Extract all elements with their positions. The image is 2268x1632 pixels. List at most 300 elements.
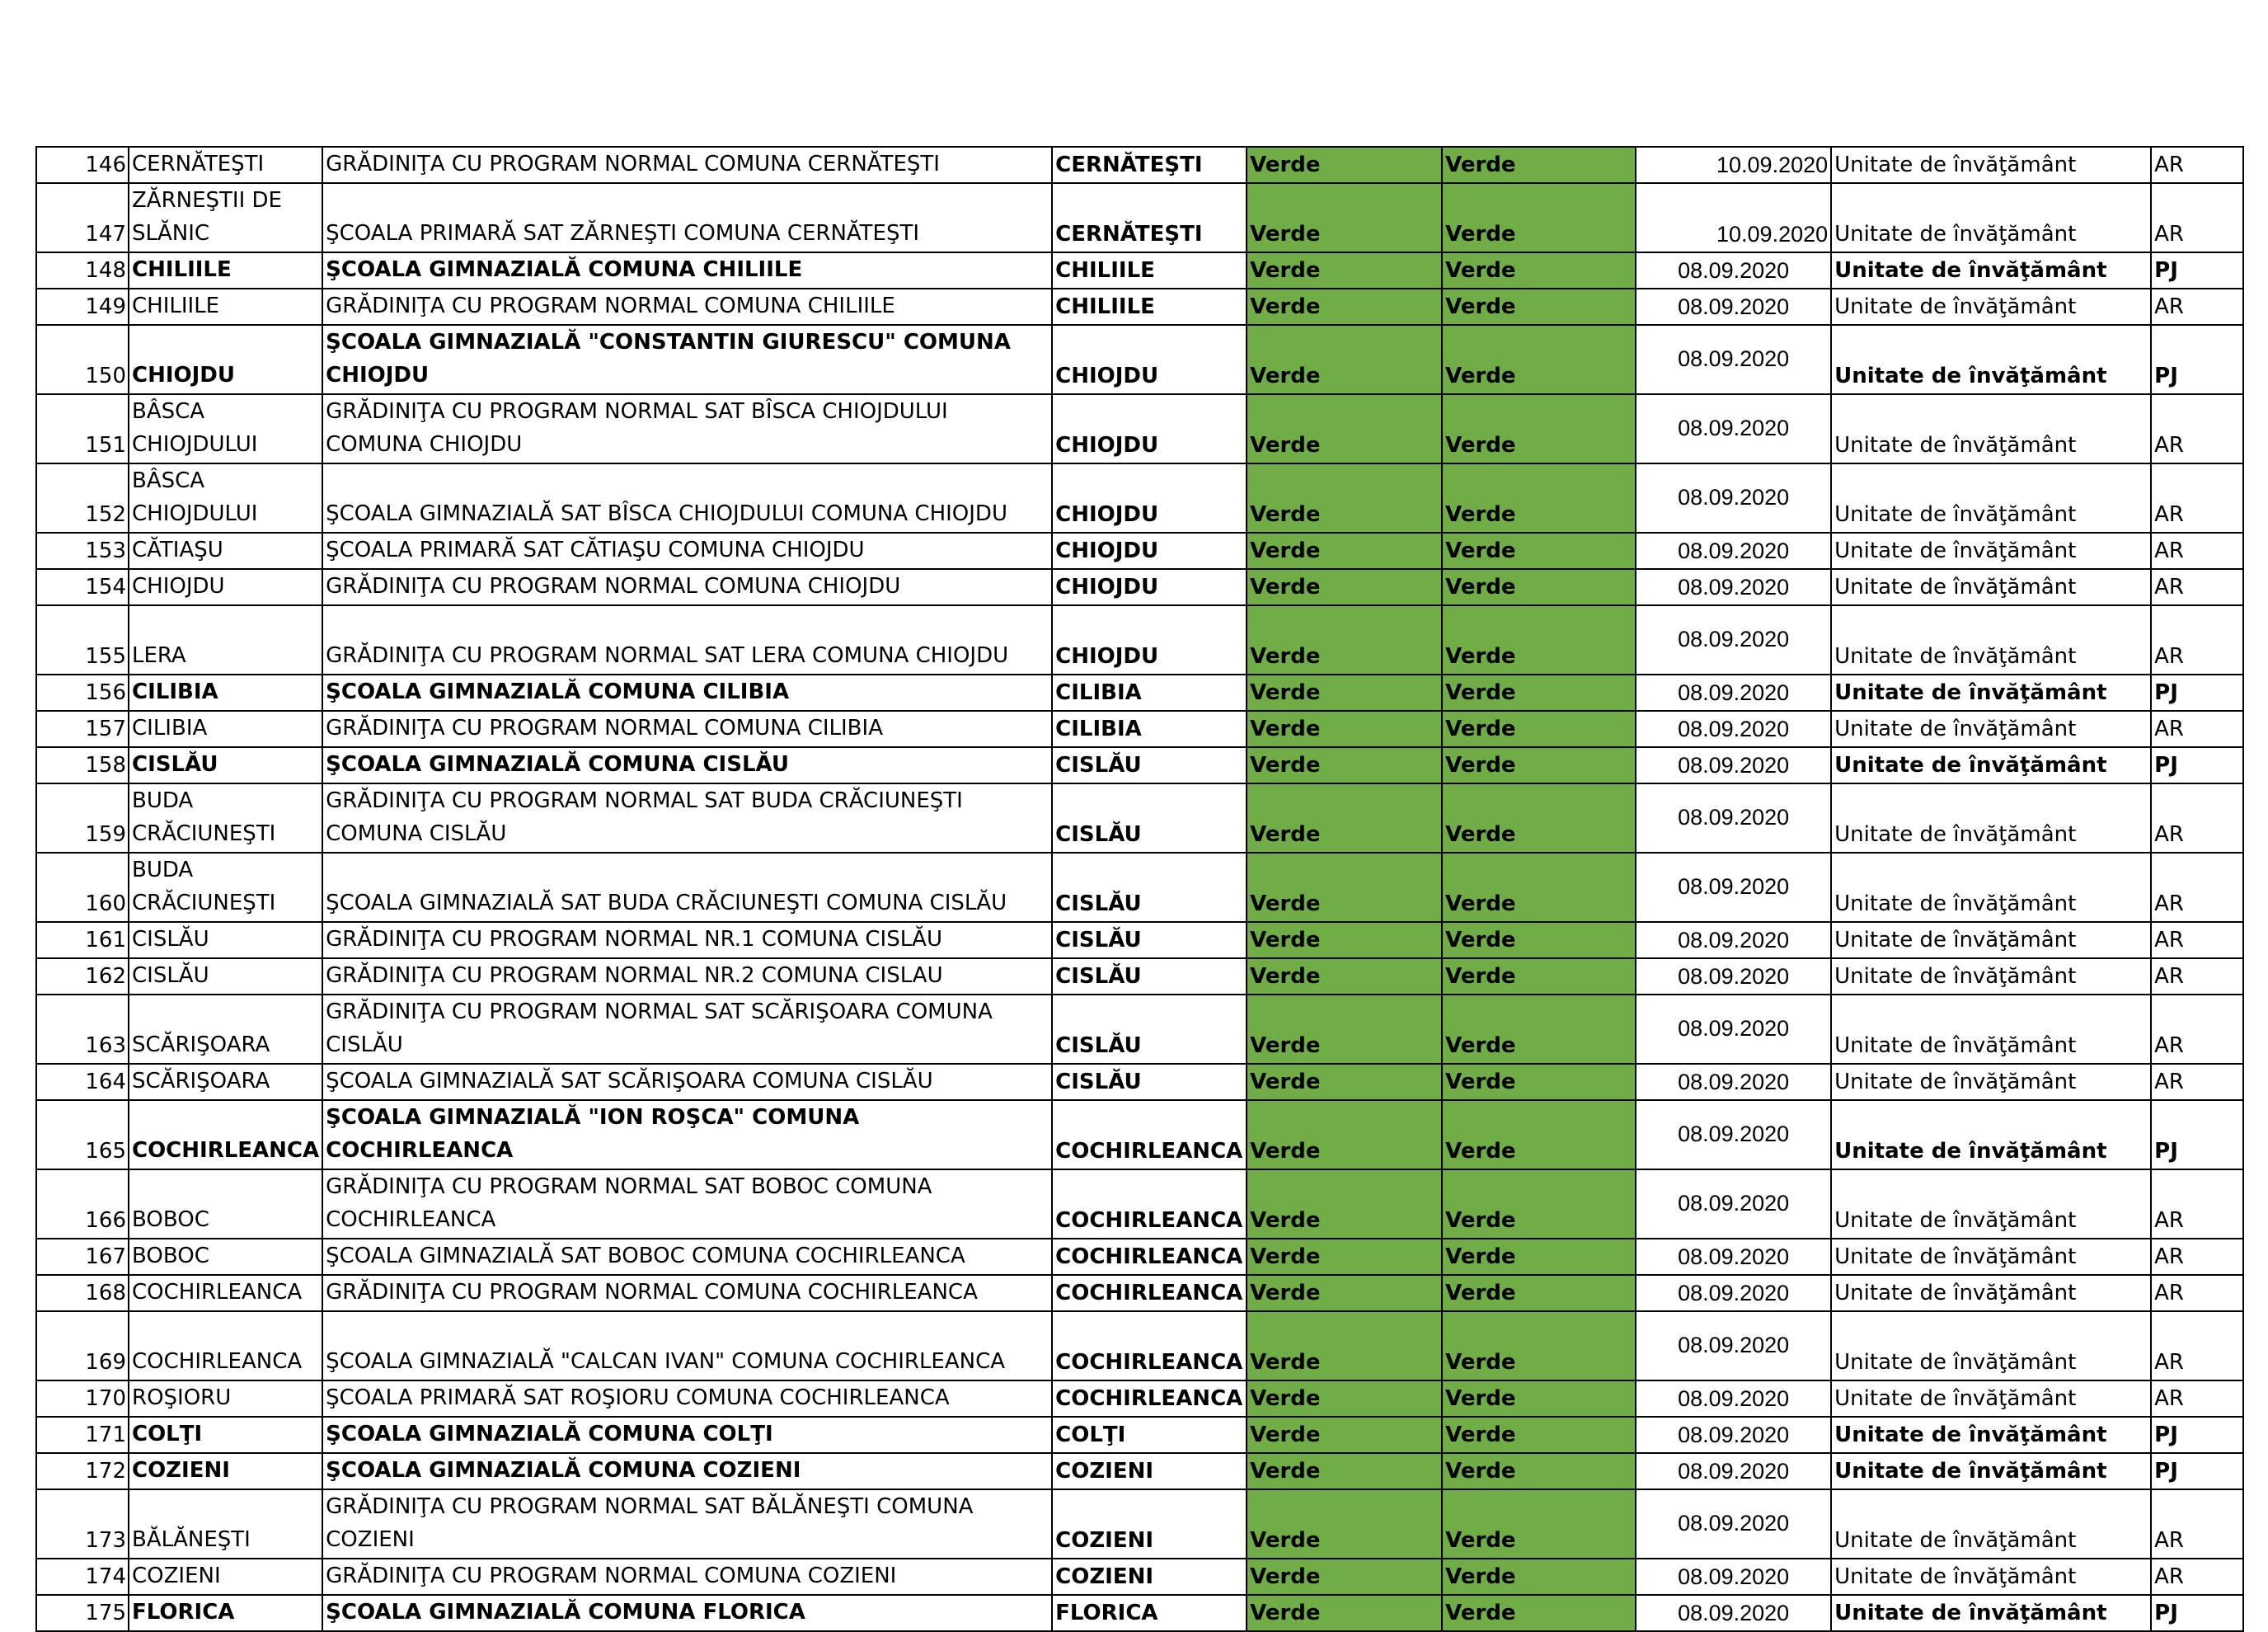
date-cell: 08.09.2020	[1636, 252, 1831, 289]
status-cell: Verde	[1247, 995, 1442, 1064]
date-cell: 08.09.2020	[1636, 533, 1831, 569]
date-cell: 08.09.2020	[1636, 1489, 1831, 1559]
commune-cell: CHIOJDU	[1052, 533, 1247, 569]
date-cell: 10.09.2020	[1636, 183, 1831, 252]
unit-type-cell: Unitate de învăţământ	[1831, 1064, 2151, 1100]
date-cell: 08.09.2020	[1636, 675, 1831, 711]
table-row	[36, 1595, 2243, 1631]
unit-code-cell: AR	[2151, 958, 2243, 995]
commune-cell: CHIOJDU	[1052, 325, 1247, 394]
unit-code-cell: AR	[2151, 1275, 2243, 1311]
commune-cell: CHIOJDU	[1052, 463, 1247, 533]
table-row	[36, 1380, 2243, 1417]
table-row	[36, 995, 2243, 1064]
table-row	[36, 533, 2243, 569]
unit-code-cell: AR	[2151, 1489, 2243, 1559]
table-row	[36, 289, 2243, 325]
status-cell: Verde	[1442, 394, 1636, 463]
table-row	[36, 1100, 2243, 1169]
unit-type-cell: Unitate de învăţământ	[1831, 147, 2151, 183]
date-cell: 08.09.2020	[1636, 1595, 1831, 1631]
table-row	[36, 1453, 2243, 1489]
table-row	[36, 325, 2243, 394]
unit-code-cell: PJ	[2151, 1417, 2243, 1453]
unit-code-cell: PJ	[2151, 252, 2243, 289]
row-number-cell: 150	[36, 325, 129, 394]
date-cell: 08.09.2020	[1636, 1064, 1831, 1100]
unit-name-cell: ŞCOALA PRIMARĂ SAT ZĂRNEŞTI COMUNA CERNĂTEŞTI	[322, 183, 1052, 252]
row-number-cell: 162	[36, 958, 129, 995]
unit-name-cell: ŞCOALA GIMNAZIALĂ SAT BÎSCA CHIOJDULUI COMUNA CHIOJDU	[322, 463, 1052, 533]
commune-cell: COCHIRLEANCA	[1052, 1311, 1247, 1380]
status-cell: Verde	[1247, 289, 1442, 325]
unit-name-cell: ŞCOALA GIMNAZIALĂ SAT SCĂRIŞOARA COMUNA CISLĂU	[322, 1064, 1052, 1100]
date-cell: 08.09.2020	[1636, 958, 1831, 995]
unit-code-cell: AR	[2151, 1064, 2243, 1100]
status-cell: Verde	[1247, 1453, 1442, 1489]
locality-cell: CISLĂU	[129, 922, 322, 958]
unit-name-cell: ŞCOALA PRIMARĂ SAT ROŞIORU COMUNA COCHIRLEANCA	[322, 1380, 1052, 1417]
unit-name-cell: ŞCOALA GIMNAZIALĂ "CONSTANTIN GIURESCU" COMUNA CHIOJDU	[322, 325, 1052, 394]
commune-cell: COCHIRLEANCA	[1052, 1169, 1247, 1239]
status-cell: Verde	[1442, 1380, 1636, 1417]
commune-cell: CERNĂTEŞTI	[1052, 147, 1247, 183]
status-cell: Verde	[1442, 252, 1636, 289]
status-cell: Verde	[1247, 675, 1442, 711]
unit-name-cell: ŞCOALA GIMNAZIALĂ "CALCAN IVAN" COMUNA COCHIRLEANCA	[322, 1311, 1052, 1380]
status-cell: Verde	[1442, 995, 1636, 1064]
unit-code-cell: PJ	[2151, 675, 2243, 711]
date-cell: 08.09.2020	[1636, 995, 1831, 1064]
row-number-cell: 155	[36, 605, 129, 675]
unit-code-cell: AR	[2151, 711, 2243, 747]
unit-name-cell: ŞCOALA PRIMARĂ SAT CĂTIAŞU COMUNA CHIOJDU	[322, 533, 1052, 569]
row-number-cell: 174	[36, 1559, 129, 1595]
commune-cell: COZIENI	[1052, 1489, 1247, 1559]
locality-cell: COCHIRLEANCA	[129, 1275, 322, 1311]
locality-cell: COZIENI	[129, 1453, 322, 1489]
unit-name-cell: ŞCOALA GIMNAZIALĂ COMUNA CISLĂU	[322, 747, 1052, 783]
commune-cell: CISLĂU	[1052, 747, 1247, 783]
commune-cell: CISLĂU	[1052, 1064, 1247, 1100]
status-cell: Verde	[1442, 853, 1636, 922]
locality-cell: FLORICA	[129, 1595, 322, 1631]
status-cell: Verde	[1247, 569, 1442, 605]
commune-cell: COCHIRLEANCA	[1052, 1239, 1247, 1275]
status-cell: Verde	[1247, 1239, 1442, 1275]
unit-code-cell: AR	[2151, 147, 2243, 183]
commune-cell: CILIBIA	[1052, 675, 1247, 711]
unit-type-cell: Unitate de învăţământ	[1831, 289, 2151, 325]
unit-type-cell: Unitate de învăţământ	[1831, 675, 2151, 711]
unit-code-cell: AR	[2151, 394, 2243, 463]
unit-type-cell: Unitate de învăţământ	[1831, 325, 2151, 394]
status-cell: Verde	[1442, 605, 1636, 675]
status-cell: Verde	[1247, 605, 1442, 675]
row-number-cell: 160	[36, 853, 129, 922]
unit-code-cell: AR	[2151, 463, 2243, 533]
row-number-cell: 153	[36, 533, 129, 569]
row-number-cell: 158	[36, 747, 129, 783]
status-cell: Verde	[1247, 783, 1442, 853]
commune-cell: COCHIRLEANCA	[1052, 1100, 1247, 1169]
unit-code-cell: AR	[2151, 1311, 2243, 1380]
unit-name-cell: GRĂDINIŢA CU PROGRAM NORMAL COMUNA CHIOJDU	[322, 569, 1052, 605]
table-row	[36, 252, 2243, 289]
status-cell: Verde	[1247, 533, 1442, 569]
status-cell: Verde	[1247, 853, 1442, 922]
commune-cell: COCHIRLEANCA	[1052, 1275, 1247, 1311]
commune-cell: CHILIILE	[1052, 252, 1247, 289]
locality-cell: ZĂRNEŞTII DE SLĂNIC	[129, 183, 322, 252]
status-cell: Verde	[1442, 147, 1636, 183]
unit-type-cell: Unitate de învăţământ	[1831, 853, 2151, 922]
row-number-cell: 173	[36, 1489, 129, 1559]
date-cell: 08.09.2020	[1636, 463, 1831, 533]
commune-cell: FLORICA	[1052, 1595, 1247, 1631]
row-number-cell: 147	[36, 183, 129, 252]
unit-type-cell: Unitate de învăţământ	[1831, 995, 2151, 1064]
date-cell: 08.09.2020	[1636, 289, 1831, 325]
status-cell: Verde	[1442, 1239, 1636, 1275]
unit-type-cell: Unitate de învăţământ	[1831, 569, 2151, 605]
status-cell: Verde	[1442, 1311, 1636, 1380]
row-number-cell: 146	[36, 147, 129, 183]
unit-code-cell: AR	[2151, 569, 2243, 605]
table-row	[36, 1275, 2243, 1311]
date-cell: 08.09.2020	[1636, 605, 1831, 675]
table-row	[36, 1489, 2243, 1559]
commune-cell: CERNĂTEŞTI	[1052, 183, 1247, 252]
table-row	[36, 1169, 2243, 1239]
commune-cell: CISLĂU	[1052, 783, 1247, 853]
unit-type-cell: Unitate de învăţământ	[1831, 1559, 2151, 1595]
locality-cell: BĂLĂNEŞTI	[129, 1489, 322, 1559]
row-number-cell: 148	[36, 252, 129, 289]
date-cell: 08.09.2020	[1636, 922, 1831, 958]
locality-cell: CISLĂU	[129, 958, 322, 995]
locality-cell: LERA	[129, 605, 322, 675]
status-cell: Verde	[1442, 1169, 1636, 1239]
unit-name-cell: ŞCOALA GIMNAZIALĂ SAT BOBOC COMUNA COCHIRLEANCA	[322, 1239, 1052, 1275]
table-row	[36, 922, 2243, 958]
unit-name-cell: GRĂDINIŢA CU PROGRAM NORMAL COMUNA CILIBIA	[322, 711, 1052, 747]
unit-name-cell: ŞCOALA GIMNAZIALĂ "ION ROŞCA" COMUNA COCHIRLEANCA	[322, 1100, 1052, 1169]
commune-cell: CISLĂU	[1052, 922, 1247, 958]
date-cell: 08.09.2020	[1636, 711, 1831, 747]
status-cell: Verde	[1247, 1311, 1442, 1380]
status-cell: Verde	[1442, 1453, 1636, 1489]
unit-code-cell: AR	[2151, 1239, 2243, 1275]
row-number-cell: 149	[36, 289, 129, 325]
locality-cell: COLŢI	[129, 1417, 322, 1453]
status-cell: Verde	[1442, 1275, 1636, 1311]
unit-name-cell: GRĂDINIŢA CU PROGRAM NORMAL COMUNA CERNĂTEŞTI	[322, 147, 1052, 183]
unit-type-cell: Unitate de învăţământ	[1831, 183, 2151, 252]
table-row	[36, 463, 2243, 533]
table-row	[36, 569, 2243, 605]
unit-code-cell: AR	[2151, 995, 2243, 1064]
date-cell: 08.09.2020	[1636, 1100, 1831, 1169]
table-row	[36, 1239, 2243, 1275]
status-cell: Verde	[1247, 1380, 1442, 1417]
unit-name-cell: GRĂDINIŢA CU PROGRAM NORMAL COMUNA CHILIILE	[322, 289, 1052, 325]
date-cell: 08.09.2020	[1636, 747, 1831, 783]
status-cell: Verde	[1442, 711, 1636, 747]
date-cell: 10.09.2020	[1636, 147, 1831, 183]
row-number-cell: 171	[36, 1417, 129, 1453]
status-cell: Verde	[1247, 1417, 1442, 1453]
commune-cell: COZIENI	[1052, 1559, 1247, 1595]
table-row	[36, 1417, 2243, 1453]
status-cell: Verde	[1247, 1559, 1442, 1595]
unit-code-cell: PJ	[2151, 1453, 2243, 1489]
locality-cell: CHIOJDU	[129, 325, 322, 394]
status-cell: Verde	[1442, 958, 1636, 995]
commune-cell: CHILIILE	[1052, 289, 1247, 325]
status-cell: Verde	[1442, 1064, 1636, 1100]
date-cell: 08.09.2020	[1636, 1239, 1831, 1275]
row-number-cell: 159	[36, 783, 129, 853]
table-row	[36, 853, 2243, 922]
unit-type-cell: Unitate de învăţământ	[1831, 747, 2151, 783]
status-cell: Verde	[1247, 711, 1442, 747]
status-cell: Verde	[1442, 289, 1636, 325]
unit-code-cell: AR	[2151, 605, 2243, 675]
unit-name-cell: ŞCOALA GIMNAZIALĂ COMUNA CILIBIA	[322, 675, 1052, 711]
row-number-cell: 152	[36, 463, 129, 533]
commune-cell: CISLĂU	[1052, 995, 1247, 1064]
unit-type-cell: Unitate de învăţământ	[1831, 958, 2151, 995]
locality-cell: CILIBIA	[129, 711, 322, 747]
locality-cell: BOBOC	[129, 1169, 322, 1239]
locality-cell: COCHIRLEANCA	[129, 1311, 322, 1380]
unit-name-cell: ŞCOALA GIMNAZIALĂ COMUNA COZIENI	[322, 1453, 1052, 1489]
status-cell: Verde	[1247, 958, 1442, 995]
table-row	[36, 394, 2243, 463]
unit-code-cell: AR	[2151, 1559, 2243, 1595]
locality-cell: CHIOJDU	[129, 569, 322, 605]
locality-cell: SCĂRIŞOARA	[129, 995, 322, 1064]
unit-name-cell: GRĂDINIŢA CU PROGRAM NORMAL COMUNA COZIENI	[322, 1559, 1052, 1595]
unit-name-cell: GRĂDINIŢA CU PROGRAM NORMAL SAT BUDA CRĂCIUNEŞTI COMUNA CISLĂU	[322, 783, 1052, 853]
status-cell: Verde	[1247, 1595, 1442, 1631]
locality-cell: CĂTIAŞU	[129, 533, 322, 569]
commune-cell: CILIBIA	[1052, 711, 1247, 747]
unit-type-cell: Unitate de învăţământ	[1831, 711, 2151, 747]
status-cell: Verde	[1247, 747, 1442, 783]
status-cell: Verde	[1247, 922, 1442, 958]
date-cell: 08.09.2020	[1636, 1453, 1831, 1489]
unit-type-cell: Unitate de învăţământ	[1831, 1169, 2151, 1239]
status-cell: Verde	[1442, 675, 1636, 711]
status-cell: Verde	[1442, 1100, 1636, 1169]
unit-type-cell: Unitate de învăţământ	[1831, 463, 2151, 533]
row-number-cell: 169	[36, 1311, 129, 1380]
unit-name-cell: GRĂDINIŢA CU PROGRAM NORMAL SAT BOBOC COMUNA COCHIRLEANCA	[322, 1169, 1052, 1239]
unit-name-cell: GRĂDINIŢA CU PROGRAM NORMAL NR.2 COMUNA CISLAU	[322, 958, 1052, 995]
unit-type-cell: Unitate de învăţământ	[1831, 394, 2151, 463]
unit-type-cell: Unitate de învăţământ	[1831, 1239, 2151, 1275]
unit-code-cell: AR	[2151, 853, 2243, 922]
row-number-cell: 168	[36, 1275, 129, 1311]
commune-cell: CHIOJDU	[1052, 569, 1247, 605]
unit-name-cell: GRĂDINIŢA CU PROGRAM NORMAL SAT SCĂRIŞOARA COMUNA CISLĂU	[322, 995, 1052, 1064]
locality-cell: CHILIILE	[129, 289, 322, 325]
unit-name-cell: ŞCOALA GIMNAZIALĂ COMUNA COLŢI	[322, 1417, 1052, 1453]
row-number-cell: 154	[36, 569, 129, 605]
status-cell: Verde	[1442, 1489, 1636, 1559]
table-row	[36, 958, 2243, 995]
table-row	[36, 147, 2243, 183]
status-cell: Verde	[1442, 325, 1636, 394]
date-cell: 08.09.2020	[1636, 1275, 1831, 1311]
status-cell: Verde	[1442, 569, 1636, 605]
locality-cell: COZIENI	[129, 1559, 322, 1595]
unit-code-cell: AR	[2151, 1169, 2243, 1239]
row-number-cell: 164	[36, 1064, 129, 1100]
locality-cell: BÂSCA CHIOJDULUI	[129, 394, 322, 463]
status-cell: Verde	[1247, 394, 1442, 463]
status-cell: Verde	[1247, 1169, 1442, 1239]
date-cell: 08.09.2020	[1636, 1559, 1831, 1595]
status-cell: Verde	[1442, 783, 1636, 853]
date-cell: 08.09.2020	[1636, 1169, 1831, 1239]
locality-cell: BUDA CRĂCIUNEŞTI	[129, 783, 322, 853]
status-cell: Verde	[1442, 1595, 1636, 1631]
table-body	[36, 147, 2243, 1631]
row-number-cell: 170	[36, 1380, 129, 1417]
status-cell: Verde	[1247, 325, 1442, 394]
status-cell: Verde	[1442, 1417, 1636, 1453]
table-row	[36, 711, 2243, 747]
locality-cell: CILIBIA	[129, 675, 322, 711]
locality-cell: CERNĂTEŞTI	[129, 147, 322, 183]
date-cell: 08.09.2020	[1636, 394, 1831, 463]
locality-cell: CISLĂU	[129, 747, 322, 783]
unit-type-cell: Unitate de învăţământ	[1831, 1311, 2151, 1380]
locality-cell: ROŞIORU	[129, 1380, 322, 1417]
commune-cell: COZIENI	[1052, 1453, 1247, 1489]
unit-type-cell: Unitate de învăţământ	[1831, 1489, 2151, 1559]
unit-code-cell: AR	[2151, 783, 2243, 853]
status-cell: Verde	[1442, 533, 1636, 569]
unit-code-cell: AR	[2151, 533, 2243, 569]
row-number-cell: 151	[36, 394, 129, 463]
table-row	[36, 747, 2243, 783]
commune-cell: COLŢI	[1052, 1417, 1247, 1453]
table-row	[36, 1559, 2243, 1595]
status-cell: Verde	[1442, 922, 1636, 958]
unit-name-cell: ŞCOALA GIMNAZIALĂ SAT BUDA CRĂCIUNEŞTI COMUNA CISLĂU	[322, 853, 1052, 922]
unit-code-cell: PJ	[2151, 1100, 2243, 1169]
date-cell: 08.09.2020	[1636, 1380, 1831, 1417]
status-cell: Verde	[1442, 1559, 1636, 1595]
date-cell: 08.09.2020	[1636, 1417, 1831, 1453]
unit-code-cell: PJ	[2151, 325, 2243, 394]
unit-type-cell: Unitate de învăţământ	[1831, 1417, 2151, 1453]
status-cell: Verde	[1247, 1064, 1442, 1100]
unit-type-cell: Unitate de învăţământ	[1831, 1380, 2151, 1417]
status-cell: Verde	[1247, 1489, 1442, 1559]
commune-cell: CISLĂU	[1052, 853, 1247, 922]
row-number-cell: 166	[36, 1169, 129, 1239]
status-cell: Verde	[1247, 463, 1442, 533]
unit-code-cell: PJ	[2151, 747, 2243, 783]
table-row	[36, 183, 2243, 252]
unit-code-cell: AR	[2151, 183, 2243, 252]
unit-name-cell: GRĂDINIŢA CU PROGRAM NORMAL SAT LERA COMUNA CHIOJDU	[322, 605, 1052, 675]
commune-cell: CHIOJDU	[1052, 605, 1247, 675]
unit-type-cell: Unitate de învăţământ	[1831, 783, 2151, 853]
date-cell: 08.09.2020	[1636, 325, 1831, 394]
schools-table	[35, 146, 2244, 1632]
table-row	[36, 783, 2243, 853]
locality-cell: BOBOC	[129, 1239, 322, 1275]
unit-type-cell: Unitate de învăţământ	[1831, 922, 2151, 958]
row-number-cell: 157	[36, 711, 129, 747]
unit-code-cell: AR	[2151, 289, 2243, 325]
date-cell: 08.09.2020	[1636, 569, 1831, 605]
status-cell: Verde	[1442, 747, 1636, 783]
unit-name-cell: ŞCOALA GIMNAZIALĂ COMUNA FLORICA	[322, 1595, 1052, 1631]
row-number-cell: 156	[36, 675, 129, 711]
row-number-cell: 172	[36, 1453, 129, 1489]
row-number-cell: 163	[36, 995, 129, 1064]
commune-cell: COCHIRLEANCA	[1052, 1380, 1247, 1417]
commune-cell: CHIOJDU	[1052, 394, 1247, 463]
locality-cell: BUDA CRĂCIUNEŞTI	[129, 853, 322, 922]
status-cell: Verde	[1247, 147, 1442, 183]
status-cell: Verde	[1442, 183, 1636, 252]
status-cell: Verde	[1247, 252, 1442, 289]
table-row	[36, 675, 2243, 711]
status-cell: Verde	[1442, 463, 1636, 533]
unit-type-cell: Unitate de învăţământ	[1831, 1275, 2151, 1311]
unit-code-cell: PJ	[2151, 1595, 2243, 1631]
unit-code-cell: AR	[2151, 1380, 2243, 1417]
locality-cell: CHILIILE	[129, 252, 322, 289]
commune-cell: CISLĂU	[1052, 958, 1247, 995]
status-cell: Verde	[1247, 1275, 1442, 1311]
status-cell: Verde	[1247, 183, 1442, 252]
unit-type-cell: Unitate de învăţământ	[1831, 252, 2151, 289]
status-cell: Verde	[1247, 1100, 1442, 1169]
table-row	[36, 605, 2243, 675]
row-number-cell: 161	[36, 922, 129, 958]
unit-name-cell: GRĂDINIŢA CU PROGRAM NORMAL NR.1 COMUNA CISLĂU	[322, 922, 1052, 958]
unit-type-cell: Unitate de învăţământ	[1831, 1453, 2151, 1489]
row-number-cell: 165	[36, 1100, 129, 1169]
unit-type-cell: Unitate de învăţământ	[1831, 605, 2151, 675]
unit-type-cell: Unitate de învăţământ	[1831, 1595, 2151, 1631]
date-cell: 08.09.2020	[1636, 783, 1831, 853]
locality-cell: SCĂRIŞOARA	[129, 1064, 322, 1100]
unit-name-cell: ŞCOALA GIMNAZIALĂ COMUNA CHILIILE	[322, 252, 1052, 289]
locality-cell: BÂSCA CHIOJDULUI	[129, 463, 322, 533]
unit-name-cell: GRĂDINIŢA CU PROGRAM NORMAL COMUNA COCHIRLEANCA	[322, 1275, 1052, 1311]
date-cell: 08.09.2020	[1636, 853, 1831, 922]
row-number-cell: 175	[36, 1595, 129, 1631]
table-row	[36, 1064, 2243, 1100]
row-number-cell: 167	[36, 1239, 129, 1275]
unit-name-cell: GRĂDINIŢA CU PROGRAM NORMAL SAT BĂLĂNEŞTI COMUNA COZIENI	[322, 1489, 1052, 1559]
locality-cell: COCHIRLEANCA	[129, 1100, 322, 1169]
date-cell: 08.09.2020	[1636, 1311, 1831, 1380]
unit-code-cell: AR	[2151, 922, 2243, 958]
unit-type-cell: Unitate de învăţământ	[1831, 1100, 2151, 1169]
unit-name-cell: GRĂDINIŢA CU PROGRAM NORMAL SAT BÎSCA CHIOJDULUI COMUNA CHIOJDU	[322, 394, 1052, 463]
